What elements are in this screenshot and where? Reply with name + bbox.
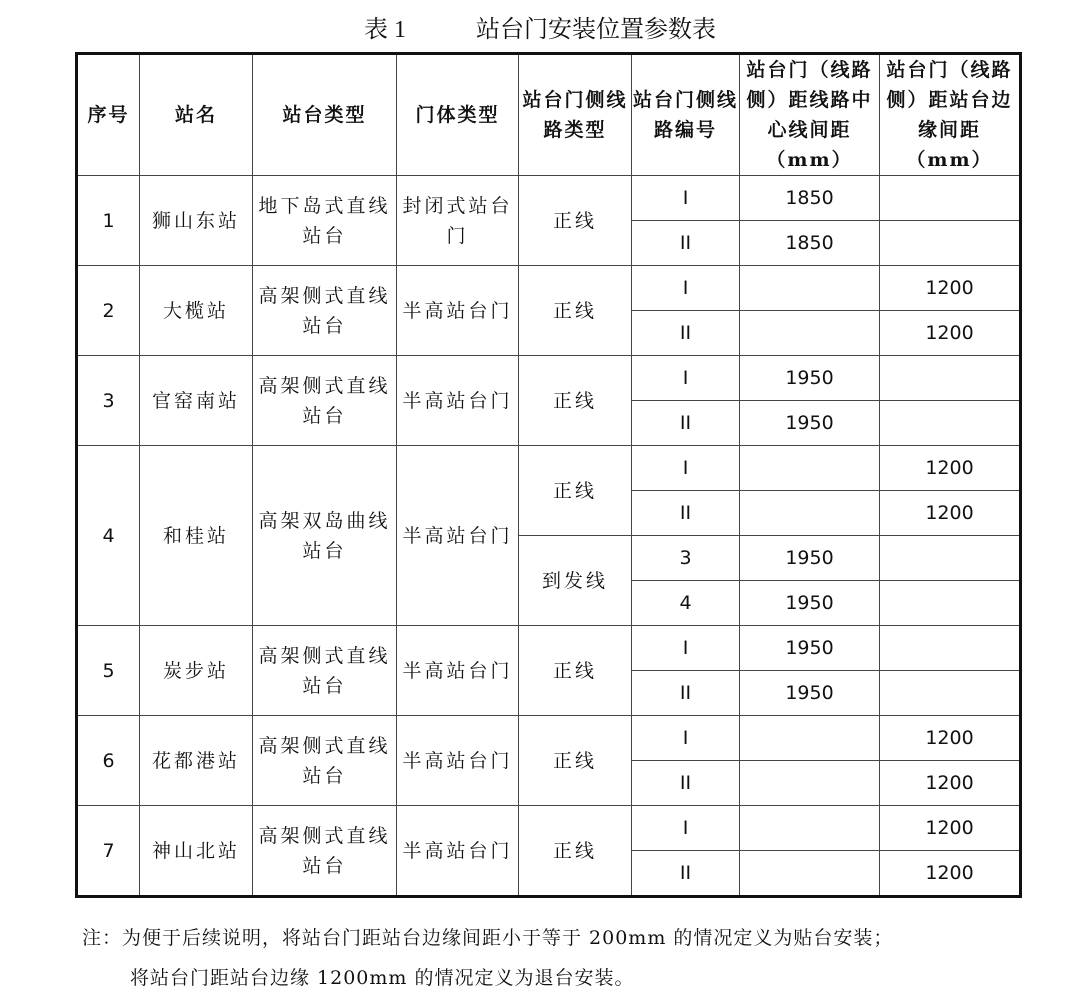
table-caption (0, 6, 1080, 46)
cell-edge-distance: 1200 (880, 266, 1021, 311)
cell-center-distance (740, 491, 880, 536)
cell-edge-distance: 1200 (880, 806, 1021, 851)
table-number: 表 1 (364, 16, 406, 43)
cell-platform-type: 高架侧式直线站台 (253, 266, 397, 356)
cell-station: 神山北站 (140, 806, 253, 897)
cell-line-id: II (632, 671, 740, 716)
header-center-distance: 站台门（线路侧）距线路中心线间距（mm） (740, 54, 880, 176)
table-note (82, 918, 893, 998)
cell-station: 炭步站 (140, 626, 253, 716)
header-line-id: 站台门侧线路编号 (632, 54, 740, 176)
cell-door-type: 半高站台门 (397, 266, 519, 356)
cell-line-type: 正线 (519, 446, 632, 536)
cell-station: 和桂站 (140, 446, 253, 626)
table-row (77, 266, 1021, 311)
table-row (77, 446, 1021, 491)
cell-line-id: I (632, 176, 740, 221)
cell-edge-distance (880, 626, 1021, 671)
cell-edge-distance (880, 401, 1021, 446)
note-line-1: 注：为便于后续说明，将站台门距站台边缘间距小于等于 200mm 的情况定义为贴台安装； (82, 927, 894, 949)
cell-station: 狮山东站 (140, 176, 253, 266)
cell-center-distance (740, 851, 880, 897)
cell-platform-type: 高架侧式直线站台 (253, 806, 397, 897)
table-row (77, 176, 1021, 221)
cell-door-type: 半高站台门 (397, 356, 519, 446)
cell-edge-distance (880, 671, 1021, 716)
header-row (77, 54, 1021, 176)
note-line-2: 将站台门距站台边缘 1200mm 的情况定义为退台安装。 (130, 967, 635, 989)
header-station: 站名 (140, 54, 253, 176)
cell-center-distance (740, 761, 880, 806)
cell-door-type: 半高站台门 (397, 626, 519, 716)
cell-line-id: II (632, 401, 740, 446)
cell-edge-distance (880, 536, 1021, 581)
cell-platform-type: 地下岛式直线站台 (253, 176, 397, 266)
cell-station: 大榄站 (140, 266, 253, 356)
header-platform-type: 站台类型 (253, 54, 397, 176)
cell-edge-distance (880, 581, 1021, 626)
cell-line-id: II (632, 761, 740, 806)
cell-platform-type: 高架侧式直线站台 (253, 716, 397, 806)
cell-edge-distance: 1200 (880, 851, 1021, 897)
table-title: 站台门安装位置参数表 (476, 14, 716, 43)
table-row (77, 716, 1021, 761)
cell-line-id: I (632, 446, 740, 491)
cell-line-id: II (632, 491, 740, 536)
cell-door-type: 封闭式站台门 (397, 176, 519, 266)
cell-edge-distance (880, 176, 1021, 221)
cell-center-distance: 1850 (740, 221, 880, 266)
cell-no: 3 (77, 356, 140, 446)
cell-line-id: I (632, 716, 740, 761)
cell-no: 1 (77, 176, 140, 266)
cell-line-type: 正线 (519, 806, 632, 897)
cell-line-type: 正线 (519, 266, 632, 356)
cell-edge-distance: 1200 (880, 446, 1021, 491)
header-line-type: 站台门侧线路类型 (519, 54, 632, 176)
cell-line-id: 4 (632, 581, 740, 626)
cell-line-type: 到发线 (519, 536, 632, 626)
cell-no: 7 (77, 806, 140, 897)
cell-edge-distance: 1200 (880, 491, 1021, 536)
cell-station: 官窑南站 (140, 356, 253, 446)
cell-center-distance: 1950 (740, 401, 880, 446)
cell-edge-distance: 1200 (880, 716, 1021, 761)
cell-platform-type: 高架侧式直线站台 (253, 626, 397, 716)
cell-edge-distance (880, 356, 1021, 401)
cell-center-distance: 1950 (740, 581, 880, 626)
cell-center-distance: 1850 (740, 176, 880, 221)
cell-center-distance (740, 806, 880, 851)
cell-line-id: II (632, 221, 740, 266)
cell-station: 花都港站 (140, 716, 253, 806)
table-row (77, 356, 1021, 401)
cell-line-id: I (632, 626, 740, 671)
cell-center-distance: 1950 (740, 356, 880, 401)
cell-line-id: 3 (632, 536, 740, 581)
cell-line-id: II (632, 311, 740, 356)
cell-no: 5 (77, 626, 140, 716)
cell-edge-distance: 1200 (880, 761, 1021, 806)
cell-center-distance: 1950 (740, 671, 880, 716)
cell-door-type: 半高站台门 (397, 446, 519, 626)
header-no: 序号 (77, 54, 140, 176)
table-row (77, 626, 1021, 671)
parameter-table (75, 52, 1022, 898)
cell-center-distance: 1950 (740, 536, 880, 581)
cell-no: 2 (77, 266, 140, 356)
cell-line-id: I (632, 356, 740, 401)
cell-center-distance (740, 266, 880, 311)
cell-line-type: 正线 (519, 716, 632, 806)
cell-line-type: 正线 (519, 356, 632, 446)
cell-line-id: I (632, 806, 740, 851)
cell-no: 4 (77, 446, 140, 626)
cell-door-type: 半高站台门 (397, 716, 519, 806)
table-row (77, 806, 1021, 851)
cell-line-id: I (632, 266, 740, 311)
cell-line-type: 正线 (519, 626, 632, 716)
cell-platform-type: 高架双岛曲线站台 (253, 446, 397, 626)
header-edge-distance: 站台门（线路侧）距站台边缘间距（mm） (880, 54, 1021, 176)
cell-center-distance (740, 716, 880, 761)
cell-no: 6 (77, 716, 140, 806)
cell-platform-type: 高架侧式直线站台 (253, 356, 397, 446)
cell-center-distance: 1950 (740, 626, 880, 671)
cell-center-distance (740, 311, 880, 356)
cell-edge-distance (880, 221, 1021, 266)
header-door-type: 门体类型 (397, 54, 519, 176)
cell-line-type: 正线 (519, 176, 632, 266)
cell-edge-distance: 1200 (880, 311, 1021, 356)
cell-line-id: II (632, 851, 740, 897)
cell-door-type: 半高站台门 (397, 806, 519, 897)
cell-center-distance (740, 446, 880, 491)
